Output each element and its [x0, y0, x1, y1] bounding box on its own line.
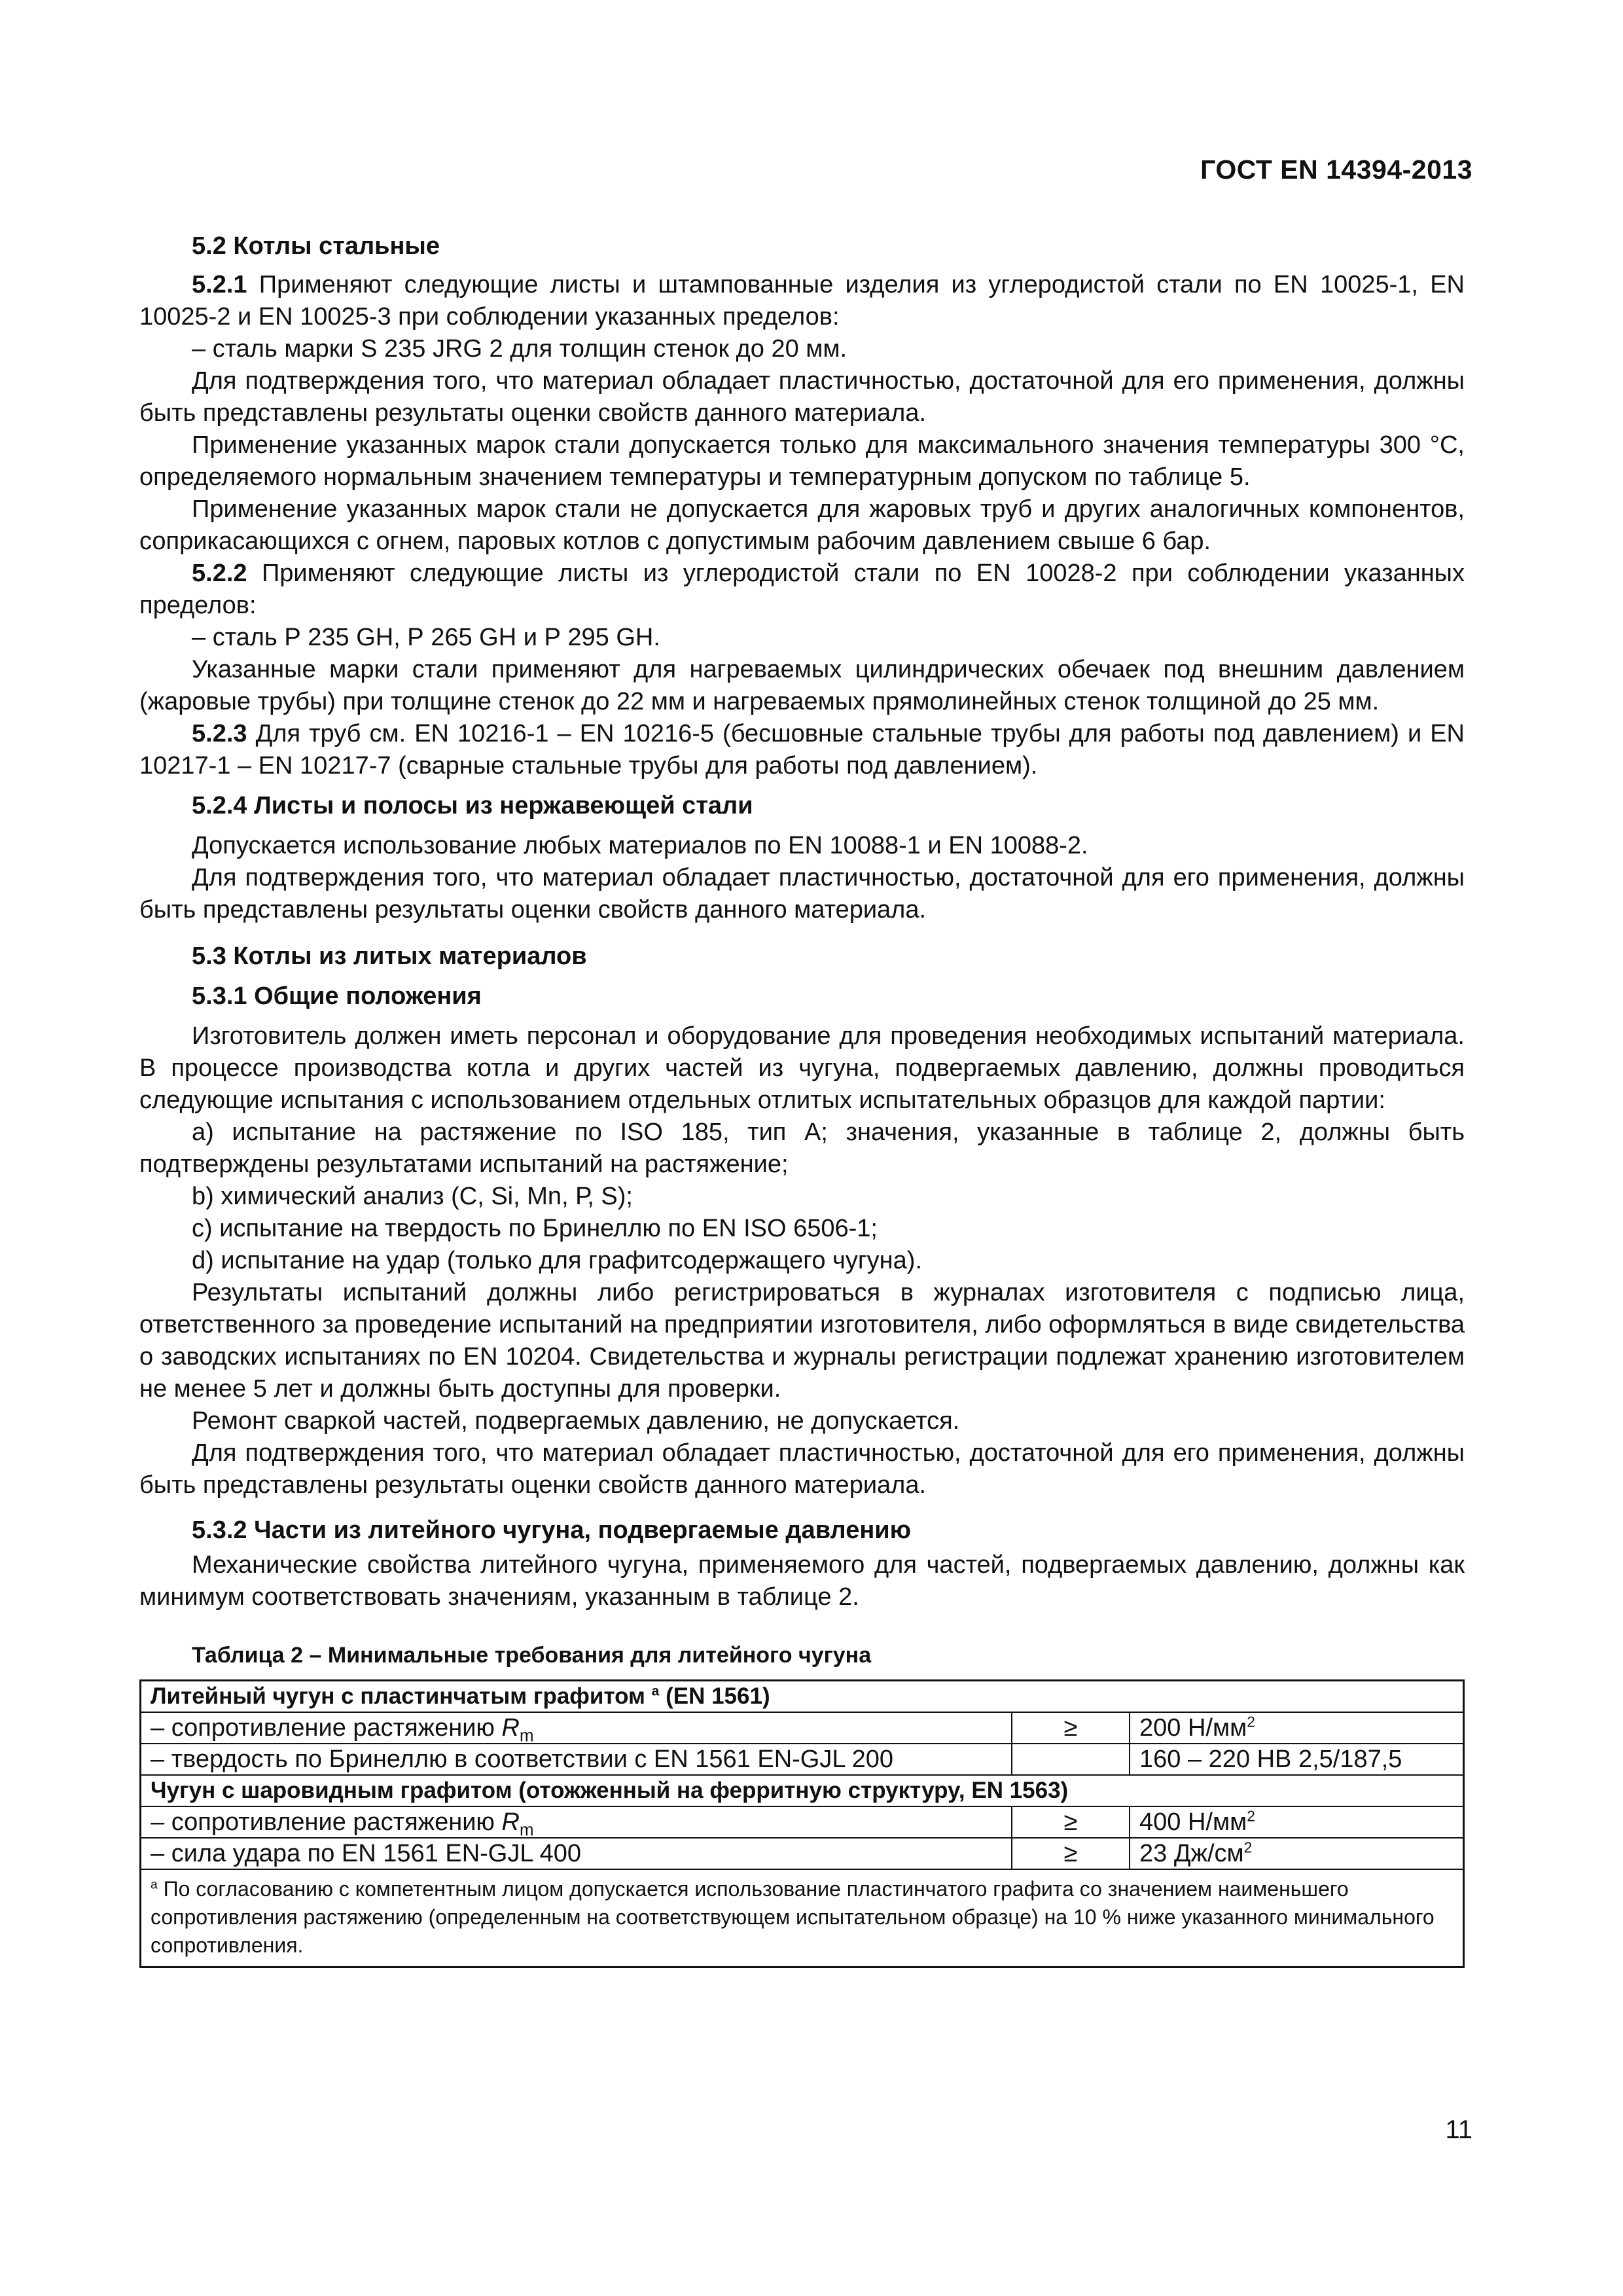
unit-exponent: 2 — [1247, 1713, 1255, 1731]
table-note-row — [141, 1869, 1464, 1967]
value-cell — [1130, 1806, 1464, 1838]
section-5-3-1-title: 5.3.1 Общие положения — [192, 982, 482, 1010]
table-group-row — [141, 1775, 1464, 1806]
list-item-d: d) испытание на удар (только для графитсодержащего чугуна). — [192, 1247, 923, 1274]
paragraph: Механические свойства литейного чугуна, применяемого для частей, подвергаемых давлению, должны как минимум соответствовать значениям, указанным в таблице 2. — [139, 1551, 1465, 1611]
section-5-3-title: 5.3 Котлы из литых материалов — [192, 942, 587, 970]
section-5-3-2-title: 5.3.2 Части из литейного чугуна, подвергаемые давлению — [192, 1516, 912, 1544]
group-2-title: Чугун с шаровидным графитом (отожженный на ферритную структуру, EN 1563) — [141, 1775, 1464, 1806]
list-item: – сталь марки S 235 JRG 2 для толщин стенок до 20 мм. — [192, 335, 847, 363]
value-cell — [1130, 1712, 1464, 1744]
relation-cell — [1012, 1744, 1130, 1775]
relation-cell: ≥ — [1012, 1806, 1130, 1838]
symbol: R — [501, 1808, 520, 1836]
page-content — [139, 230, 1465, 1968]
section-5-2-4-title: 5.2.4 Листы и полосы из нержавеющей стали — [192, 792, 753, 819]
paragraph: Для подтверждения того, что материал обладает пластичностью, достаточной для его применения, должны быть представлены результаты оценки свойств данного материала. — [139, 864, 1465, 924]
clause-number: 5.2.3 — [192, 720, 247, 747]
para-text: Применяют следующие листы из углеродистой стали по EN 10028-2 при соблюдении указанных пределов: — [139, 560, 1465, 619]
doc-code-header: ГОСТ EN 14394-2013 — [1200, 154, 1472, 185]
value-text: 200 Н/мм — [1139, 1714, 1247, 1742]
paragraph: Применение указанных марок стали не допускается для жаровых труб и других аналогичных компонентов, соприкасающихся с огнем, паровых котлов с допустимым рабочим давлением свыше 6 бар. — [139, 495, 1465, 555]
value-text: 23 Дж/см — [1139, 1840, 1244, 1867]
list-item-a: а) испытание на растяжение по ISO 185, тип А; значения, указанные в таблице 2, должны быть подтверждены результатами испытаний на растяжение; — [139, 1119, 1465, 1178]
value-cell — [1130, 1838, 1464, 1869]
unit-exponent: 2 — [1243, 1839, 1253, 1856]
requirements-table — [139, 1679, 1465, 1968]
relation-cell: ≥ — [1012, 1838, 1130, 1869]
list-item: – сталь Р 235 GH, Р 265 GH и Р 295 GH. — [192, 624, 660, 651]
property-cell — [141, 1806, 1012, 1838]
para-5-2-1 — [139, 269, 1465, 333]
value-text: 400 Н/мм — [1139, 1808, 1247, 1836]
list-item-b: b) химический анализ (С, Si, Mn, Р, S); — [192, 1183, 633, 1210]
footnote-mark: a — [651, 1683, 660, 1699]
group-1-title — [141, 1681, 1464, 1713]
property-text: – сопротивление растяжению — [151, 1714, 502, 1742]
paragraph: Изготовитель должен иметь персонал и оборудование для проведения необходимых испытаний материала. В процессе производства котла и других частей из чугуна, подвергаемых давлению, должны проводиться следующие испытания с использованием отдельных отлитых испытательных образцов для каждой партии: — [139, 1022, 1465, 1114]
group-ref: (EN 1561) — [659, 1683, 770, 1709]
property-text: – сопротивление растяжению — [151, 1808, 502, 1836]
list-item-c: с) испытание на твердость по Бринеллю по EN ISO 6506-1; — [192, 1215, 878, 1242]
para-5-2-2 — [139, 558, 1465, 622]
property-cell: – твердость по Бринеллю в соответствии с EN 1561 EN-GJL 200 — [141, 1744, 1012, 1775]
table-group-row — [141, 1681, 1464, 1713]
paragraph: Результаты испытаний должны либо регистрироваться в журналах изготовителя с подписью лица, ответственного за проведение испытаний на предприятии изготовителя, либо оформляться в виде свидетельства о заводских испытаниях по EN 10204. Свидетельства и журналы регистрации подлежат хранению изготовителем не менее 5 лет и должны быть доступны для проверки. — [139, 1279, 1465, 1403]
table-row — [141, 1806, 1464, 1838]
paragraph: Для подтверждения того, что материал обладает пластичностью, достаточной для его применения, должны быть представлены результаты оценки свойств данного материала. — [139, 1439, 1465, 1499]
paragraph: Ремонт сваркой частей, подвергаемых давлению, не допускается. — [192, 1407, 960, 1435]
table-caption: Таблица 2 – Минимальные требования для литейного чугуна — [192, 1643, 872, 1668]
relation-cell: ≥ — [1012, 1712, 1130, 1744]
table-footnote — [141, 1869, 1464, 1967]
page-number: 11 — [1445, 2115, 1472, 2144]
footnote-text: По согласованию с компетентным лицом допускается использование пластинчатого графита со значением наименьшего сопротивления растяжению (определенным на соответствующем испытательном образце) на 10 % ниже указанного минимального сопротивления. — [151, 1877, 1435, 1957]
footnote-mark: a — [151, 1878, 158, 1892]
symbol-subscript: m — [519, 1821, 534, 1840]
unit-exponent: 2 — [1247, 1807, 1255, 1825]
table-row — [141, 1712, 1464, 1744]
property-cell: – сила удара по EN 1561 EN-GJL 400 — [141, 1838, 1012, 1869]
paragraph: Указанные марки стали применяют для нагреваемых цилиндрических обечаек под внешним давлением (жаровые трубы) при толщине стенок до 22 мм и нагреваемых прямолинейных стенок толщиной до 25 мм. — [139, 656, 1465, 715]
value-cell: 160 – 220 НВ 2,5/187,5 — [1130, 1744, 1464, 1775]
clause-number: 5.2.2 — [192, 560, 247, 587]
symbol-subscript: m — [519, 1727, 534, 1746]
paragraph: Применение указанных марок стали допускается только для максимального значения температуры 300 °С, определяемого нормальным значением температуры и температурным допуском по таблице 5. — [139, 431, 1465, 491]
clause-number: 5.2.1 — [192, 271, 247, 298]
para-text: Для труб см. EN 10216-1 – EN 10216-5 (бесшовные стальные трубы для работы под давлением) и EN 10217-1 – EN 10217-7 (сварные стальные трубы для работы под давлением). — [139, 720, 1465, 780]
property-cell — [141, 1712, 1012, 1744]
table-row — [141, 1744, 1464, 1775]
paragraph: Для подтверждения того, что материал обладает пластичностью, достаточной для его применения, должны быть представлены результаты оценки свойств данного материала. — [139, 367, 1465, 427]
table-row — [141, 1838, 1464, 1869]
paragraph: Допускается использование любых материалов по EN 10088-1 и EN 10088-2. — [192, 832, 1088, 859]
para-text: Применяют следующие листы и штампованные изделия из углеродистой стали по EN 10025-1, EN 10025-2 и EN 10025-3 при соблюдении указанных пределов: — [139, 271, 1465, 331]
symbol: R — [501, 1714, 520, 1742]
section-5-2-title: 5.2 Котлы стальные — [192, 232, 440, 260]
group-title-text: Литейный чугун с пластинчатым графитом — [151, 1683, 652, 1709]
para-5-2-3 — [139, 718, 1465, 782]
